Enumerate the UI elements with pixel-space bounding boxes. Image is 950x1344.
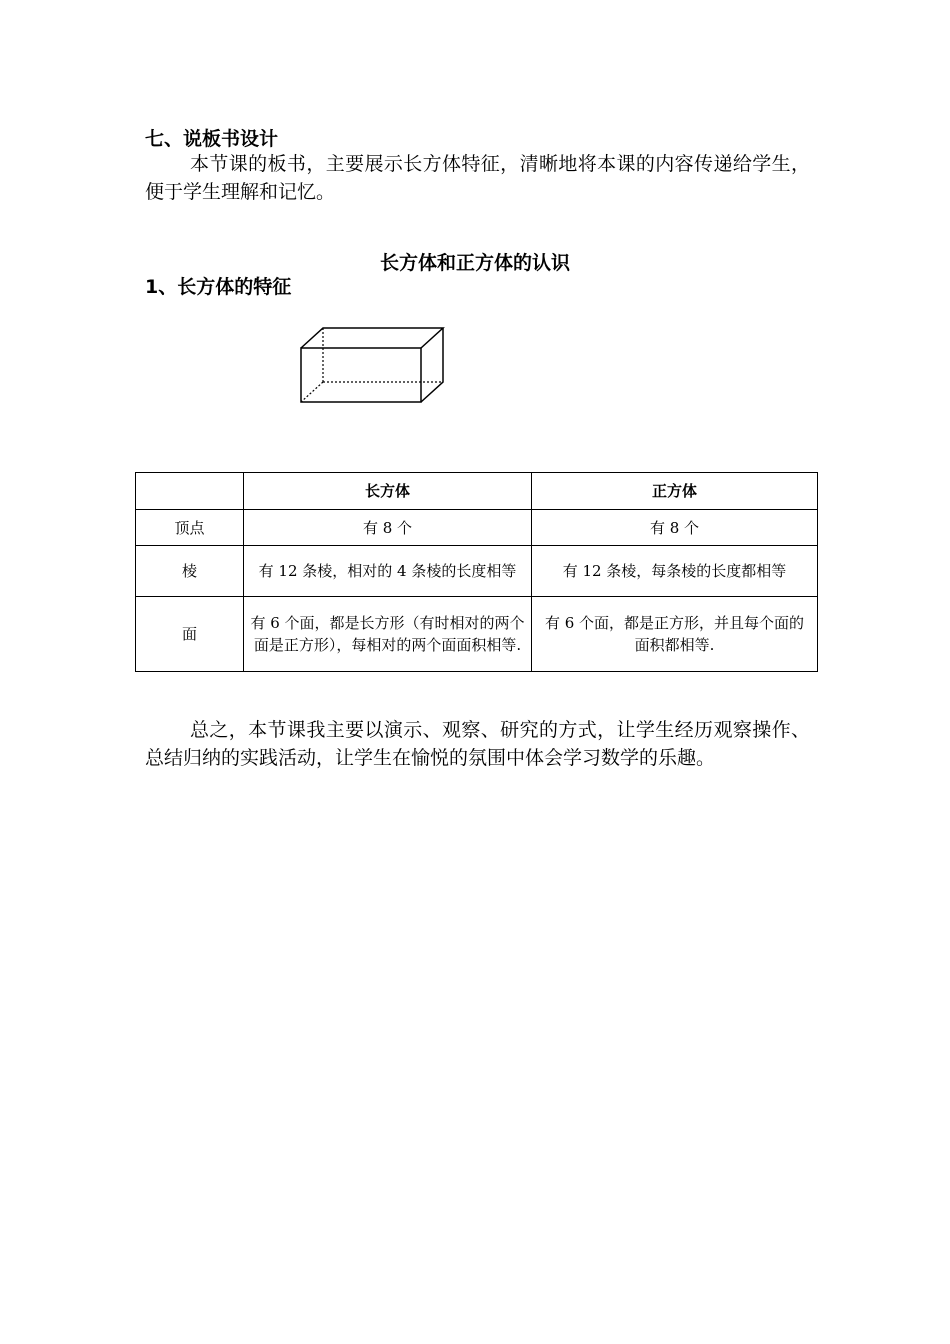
table-row <box>136 546 818 597</box>
cell-cuboid-vertex: 有 8 个 <box>244 510 532 546</box>
cell-cuboid-edge: 有 12 条棱，相对的 4 条棱的长度相等 <box>244 546 532 597</box>
top-face <box>301 328 443 348</box>
table-row <box>136 597 818 672</box>
section-heading: 七、说板书设计 <box>145 128 279 150</box>
cell-cube-edge: 有 12 条棱，每条棱的长度都相等 <box>532 546 818 597</box>
board-subheading: 1、长方体的特征 <box>145 276 292 298</box>
feature-table <box>135 472 818 672</box>
summary-paragraph: 总之，本节课我主要以演示、观察、研究的方式，让学生经历观察操作、总结归纳的实践活动，让学生在愉悦的氛围中体会学习数学的乐趣。 <box>145 719 810 769</box>
cell-cuboid-face: 有 6 个面，都是长方形（有时相对的两个面是正方形），每相对的两个面面积相等. <box>244 597 532 672</box>
row-label-edge: 棱 <box>136 546 244 597</box>
cuboid-diagram-icon <box>298 326 448 406</box>
cell-cube-vertex: 有 8 个 <box>532 510 818 546</box>
right-face <box>421 328 443 402</box>
table-header-cube: 正方体 <box>532 473 818 510</box>
hidden-edge-depth <box>301 382 323 402</box>
table-header-row <box>136 473 818 510</box>
cell-cube-face: 有 6 个面，都是正方形，并且每个面的面积都相等. <box>532 597 818 672</box>
table-header-cuboid: 长方体 <box>244 473 532 510</box>
table-header-blank <box>136 473 244 510</box>
row-label-vertex: 顶点 <box>136 510 244 546</box>
row-label-face: 面 <box>136 597 244 672</box>
section-paragraph: 本节课的板书，主要展示长方体特征，清晰地将本课的内容传递给学生，便于学生理解和记忆。 <box>145 153 810 203</box>
front-face <box>301 348 421 402</box>
table-row <box>136 510 818 546</box>
board-title: 长方体和正方体的认识 <box>379 252 570 274</box>
